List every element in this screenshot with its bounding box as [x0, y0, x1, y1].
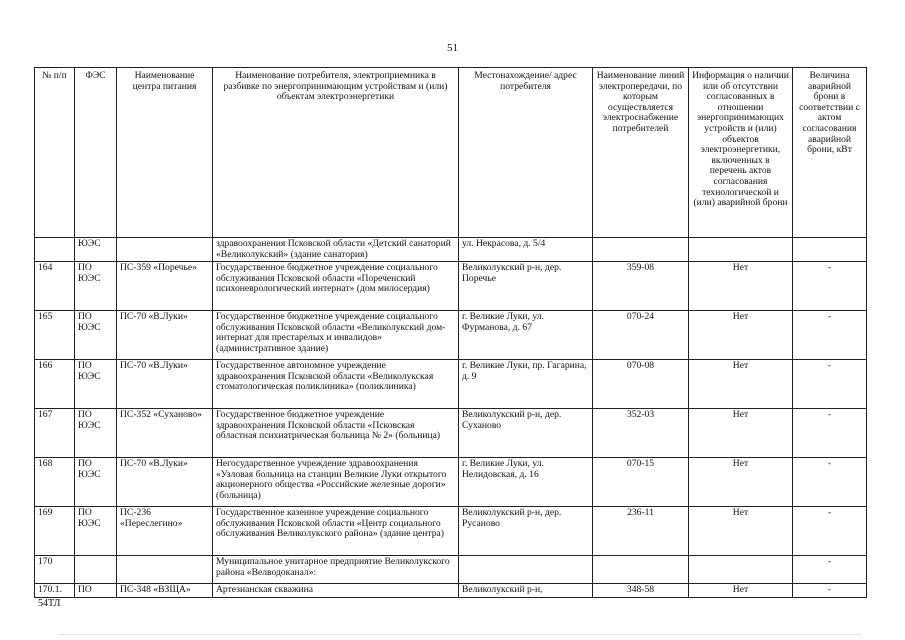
row-fes: ПО ЮЭС [75, 360, 117, 409]
table-row [35, 311, 867, 360]
row-power-line: 236-11 [593, 507, 689, 556]
row-emergency-reserve: - [793, 409, 867, 458]
table-row [35, 556, 867, 584]
row-consumer: Артезианская скважина [213, 584, 459, 598]
row-power-line: 359-08 [593, 262, 689, 311]
row-fes: ПО ЮЭС [75, 507, 117, 556]
row-location: Великолукский р-н, дер. Суханово [459, 409, 593, 458]
row-power-line: 070-24 [593, 311, 689, 360]
document-code: 54ТЛ [38, 598, 61, 609]
row-power-center: ПС-70 «В.Луки» [117, 458, 213, 507]
row-consumer: Муниципальное унитарное предприятие Великолукского района «Велводоканал»: [213, 556, 459, 584]
row-agreement-info: Нет [689, 584, 793, 598]
row-agreement-info: Нет [689, 409, 793, 458]
header-location: Местонахождение/ адрес потребителя [459, 68, 593, 238]
row-agreement-info: Нет [689, 458, 793, 507]
row-power-center: ПС-236 «Переслегино» [117, 507, 213, 556]
row-emergency-reserve [793, 238, 867, 262]
row-power-center: ПС-359 «Поречье» [117, 262, 213, 311]
row-fes: ПО [75, 584, 117, 598]
row-location: г. Великие Луки, пр. Гагарина, д. 9 [459, 360, 593, 409]
row-power-line [593, 238, 689, 262]
consumer-table [34, 67, 867, 598]
header-agreement-info: Информация о наличии или об отсутствии согласованных в отношении энергопринимающих устройств и (или) объектов электроэнергетики, включенных в перечень актов согласования технологической и (или) аварийной брони [689, 68, 793, 238]
row-emergency-reserve: - [793, 262, 867, 311]
row-agreement-info [689, 556, 793, 584]
row-emergency-reserve: - [793, 556, 867, 584]
row-number [35, 238, 75, 262]
row-power-center: ПС-70 «В.Луки» [117, 360, 213, 409]
row-power-line: 070-08 [593, 360, 689, 409]
header-power-center: Наименование центра питания [117, 68, 213, 238]
row-consumer: здравоохранения Псковской области «Детский санаторий «Великолукский» (здание санатория) [213, 238, 459, 262]
row-agreement-info: Нет [689, 360, 793, 409]
row-fes [75, 556, 117, 584]
row-location: Великолукский р-н, [459, 584, 593, 598]
row-power-line: 352-03 [593, 409, 689, 458]
row-number: 167 [35, 409, 75, 458]
row-agreement-info: Нет [689, 262, 793, 311]
header-consumer: Наименование потребителя, электроприемника в разбивке по энергопринимающим устройствам и (или) объектам электроэнергетики [213, 68, 459, 238]
row-number: 164 [35, 262, 75, 311]
table-row [35, 507, 867, 556]
header-emergency-reserve: Величина аварийной брони в соответствии с актом согласования аварийной брони, кВт [793, 68, 867, 238]
row-emergency-reserve: - [793, 507, 867, 556]
row-consumer: Государственное бюджетное учреждение социального обслуживания Псковской области «Великолукский дом-интернат для престарелых и инвалидов» (административное здание) [213, 311, 459, 360]
row-consumer: Государственное казенное учреждение социального обслуживания Псковской области «Центр социального обслуживания Великолукского района» (здание центра) [213, 507, 459, 556]
row-number: 169 [35, 507, 75, 556]
row-power-line [593, 556, 689, 584]
table-header-row [35, 68, 867, 238]
row-location: Великолукский р-н, дер. Поречье [459, 262, 593, 311]
row-power-center [117, 238, 213, 262]
row-consumer: Негосударственное учреждение здравоохранения «Узловая больница на станции Великие Луки открытого акционерного общества «Российские железные дороги» (больница) [213, 458, 459, 507]
row-agreement-info [689, 238, 793, 262]
header-number: № п/п [35, 68, 75, 238]
table-row [35, 458, 867, 507]
row-fes: ПО ЮЭС [75, 311, 117, 360]
row-emergency-reserve: - [793, 311, 867, 360]
row-number: 168 [35, 458, 75, 507]
table-row [35, 262, 867, 311]
row-location: ул. Некрасова, д. 5/4 [459, 238, 593, 262]
row-agreement-info: Нет [689, 507, 793, 556]
scan-edge-line [60, 634, 860, 635]
row-fes: ПО ЮЭС [75, 262, 117, 311]
row-agreement-info: Нет [689, 311, 793, 360]
header-power-lines: Наименование линий электропередачи, по которым осуществляется электроснабжение потребителей [593, 68, 689, 238]
row-power-line: 070-15 [593, 458, 689, 507]
row-power-center: ПС-70 «В.Луки» [117, 311, 213, 360]
row-location [459, 556, 593, 584]
row-number: 170.1. [35, 584, 75, 598]
row-fes: ЮЭС [75, 238, 117, 262]
row-location: Великолукский р-н, дер. Русаново [459, 507, 593, 556]
row-consumer: Государственное бюджетное учреждение здравоохранения Псковской области «Псковская областная психиатрическая больница № 2» (больница) [213, 409, 459, 458]
row-number: 165 [35, 311, 75, 360]
row-power-line: 348-58 [593, 584, 689, 598]
row-number: 170 [35, 556, 75, 584]
table-row [35, 409, 867, 458]
row-location: г. Великие Луки, ул. Нелидовская, д. 16 [459, 458, 593, 507]
row-fes: ПО ЮЭС [75, 409, 117, 458]
row-power-center: ПС-348 «ВЗЩА» [117, 584, 213, 598]
row-emergency-reserve: - [793, 360, 867, 409]
row-power-center [117, 556, 213, 584]
row-consumer: Государственное автономное учреждение здравоохранения Псковской области «Великолукская стоматологическая поликлиника» (поликлиника) [213, 360, 459, 409]
header-fes: ФЭС [75, 68, 117, 238]
table-row [35, 238, 867, 262]
row-power-center: ПС-352 «Суханово» [117, 409, 213, 458]
row-number: 166 [35, 360, 75, 409]
table-row [35, 584, 867, 598]
page-number: 51 [447, 42, 458, 54]
row-emergency-reserve: - [793, 584, 867, 598]
row-location: г. Великие Луки, ул. Фурманова, д. 67 [459, 311, 593, 360]
table-row [35, 360, 867, 409]
row-fes: ПО ЮЭС [75, 458, 117, 507]
row-consumer: Государственное бюджетное учреждение социального обслуживания Псковской области «Пореченский психоневрологический интернат» (дом милосердия) [213, 262, 459, 311]
row-emergency-reserve: - [793, 458, 867, 507]
